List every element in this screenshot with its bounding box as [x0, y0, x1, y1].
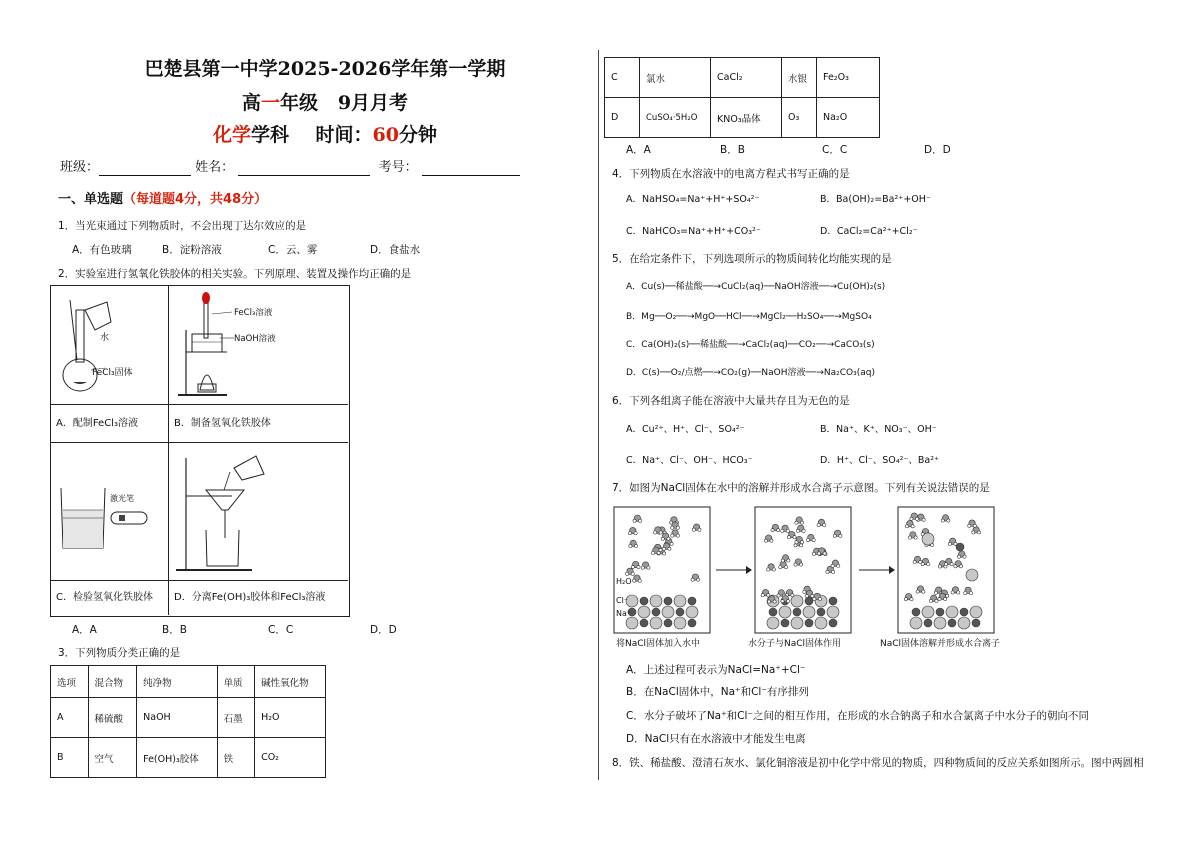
grade-title: 高一年级 9月月考: [241, 92, 409, 114]
water-h-atom: [676, 534, 679, 537]
q5-option-c[interactable]: C．Ca(OH)₂(s)──稀盐酸──→CaCl₂(aq)──CO₂──→CaCO₃(s): [626, 340, 875, 350]
chloride-ion: [674, 617, 686, 629]
water-h-atom: [934, 591, 937, 594]
table-cell: 空气: [88, 738, 137, 778]
chloride-ion: [767, 617, 779, 629]
water-h-atom: [777, 594, 780, 597]
water-h-atom: [637, 565, 640, 568]
label-cl: Cl⁻: [616, 596, 629, 605]
chloride-ion: [662, 606, 674, 618]
q4-option-b[interactable]: B．Ba(OH)₂=Ba²⁺+OH⁻: [820, 194, 931, 205]
q2-cell-c: C．检验氢氧化铁胶体: [56, 592, 153, 603]
q7-option-c[interactable]: C．水分子破坏了Na⁺和Cl⁻之间的相互作用，在形成的水合钠离子和水合氯离子中水分子的朝向不同: [626, 710, 1089, 722]
water-h-atom: [794, 544, 797, 547]
name-field[interactable]: [238, 163, 370, 176]
water-h-atom: [833, 534, 836, 537]
water-h-atom: [800, 541, 803, 544]
water-h-atom: [772, 568, 775, 571]
chloride-ion: [650, 595, 662, 607]
water-h-atom: [817, 523, 820, 526]
q3-stem: 3．下列物质分类正确的是: [58, 647, 181, 659]
water-h-atom: [951, 591, 954, 594]
q1-stem: 1．当光束通过下列物质时，不会出现丁达尔效应的是: [58, 220, 307, 232]
water-h-atom: [812, 538, 815, 541]
q2-cell-b: B．制备氢氧化铁胶体: [174, 418, 271, 429]
table-cell: KNO₃晶体: [711, 98, 782, 138]
chloride-ion: [934, 617, 946, 629]
student-info-line: [60, 160, 520, 176]
water-h-atom: [921, 563, 924, 566]
q2-stem: 2．实验室进行氢氧化铁胶体的相关实验。下列原理、装置及操作均正确的是: [58, 268, 412, 280]
water-h-atom: [784, 566, 787, 569]
water-h-atom: [786, 529, 789, 532]
chloride-ion: [910, 617, 922, 629]
chloride-ion: [946, 606, 958, 618]
water-h-atom: [941, 519, 944, 522]
label-h2o: H₂O: [616, 577, 632, 586]
water-h-atom: [929, 599, 932, 602]
water-h-atom: [786, 600, 789, 603]
water-h-atom: [671, 534, 674, 537]
water-h-atom: [671, 526, 674, 529]
water-h-atom: [938, 597, 941, 600]
water-h-atom: [959, 565, 962, 568]
subject-title: 化学学科 时间：60分钟: [213, 124, 437, 146]
caption-3: NaCl固体溶解并形成水合离子: [880, 639, 1001, 649]
water-h-atom: [691, 578, 694, 581]
water-h-atom: [813, 597, 816, 600]
water-h-atom: [802, 529, 805, 532]
water-h-atom: [670, 542, 673, 545]
q4-option-c[interactable]: C．NaHCO₃=Na⁺+H⁺+CO₃²⁻: [626, 226, 761, 237]
sodium-ion: [640, 619, 648, 627]
table-cell: O₃: [782, 98, 817, 138]
table-cell: 水银: [782, 58, 817, 98]
table-row: [51, 698, 326, 738]
water-h-atom: [817, 552, 820, 555]
water-h-atom: [954, 565, 957, 568]
chloride-ion: [791, 617, 803, 629]
sodium-ion: [960, 608, 968, 616]
table-cell: C: [605, 58, 640, 98]
water-h-atom: [629, 544, 632, 547]
q1-option-c[interactable]: C．云、雾: [268, 244, 318, 256]
water-h-atom: [913, 560, 916, 563]
q2-option-c[interactable]: C．C: [268, 624, 294, 636]
water-h-atom: [915, 517, 918, 520]
sodium-ion: [769, 608, 777, 616]
water-h-atom: [653, 531, 656, 534]
table-cell: 稀硫酸: [88, 698, 137, 738]
chloride-ion: [815, 617, 827, 629]
water-h-atom: [916, 590, 919, 593]
water-h-atom: [977, 531, 980, 534]
sodium-ion: [688, 619, 696, 627]
water-h-atom: [922, 590, 925, 593]
chloride-ion: [674, 595, 686, 607]
flask-diagram: [55, 290, 165, 400]
water-h-atom: [837, 564, 840, 567]
water-h-atom: [944, 597, 947, 600]
q5-option-d[interactable]: D．C(s)──O₂/点燃──→CO₂(g)──NaOH溶液──→Na₂CO₃(aq): [626, 368, 875, 378]
chloride-ion: [922, 606, 934, 618]
water-h-atom: [771, 529, 774, 532]
water-h-atom: [777, 529, 780, 532]
water-h-atom: [634, 532, 637, 535]
q6-option-a[interactable]: A．Cu²⁺、H⁺、Cl⁻、SO₄²⁻: [626, 424, 745, 435]
table-row: [605, 98, 880, 138]
water-h-atom: [922, 518, 925, 521]
water-h-atom: [800, 521, 803, 524]
water-h-atom: [787, 536, 790, 539]
table-cell: D: [605, 98, 640, 138]
water-h-atom: [761, 594, 764, 597]
water-h-atom: [794, 563, 797, 566]
water-h-atom: [631, 565, 634, 568]
chloride-ion: [922, 533, 934, 545]
chloride-ion: [638, 606, 650, 618]
water-h-atom: [948, 542, 951, 545]
sodium-ion: [640, 597, 648, 605]
water-h-atom: [631, 572, 634, 575]
q3-option-b[interactable]: B．B: [720, 144, 745, 156]
water-h-atom: [935, 599, 938, 602]
water-h-atom: [767, 600, 770, 603]
sodium-ion: [793, 608, 801, 616]
number-label: 考号：: [378, 160, 418, 175]
q2-cell-d: D．分离Fe(OH)₃胶体和FeCl₃溶液: [174, 592, 326, 603]
q3-option-a[interactable]: A．A: [626, 144, 651, 156]
water-h-atom: [795, 521, 798, 524]
school-title: 巴楚县第一中学2025-2026学年第一学期: [144, 58, 506, 80]
table-cell: Fe(OH)₃胶体: [137, 738, 217, 778]
chloride-ion: [626, 617, 638, 629]
sodium-ion: [956, 543, 964, 551]
table-cell: 铁: [217, 738, 255, 778]
table-row: [605, 58, 880, 98]
q6-option-c[interactable]: C．Na⁺、Cl⁻、OH⁻、HCO₃⁻: [626, 455, 753, 466]
sodium-ion: [817, 608, 825, 616]
section-heading: 一、单选题（每道题4分，共48分）: [58, 192, 268, 207]
water-h-atom: [831, 564, 834, 567]
water-h-atom: [767, 568, 770, 571]
table-cell: 氯水: [640, 58, 711, 98]
label-fecl3-solid: FeCl₃固体: [92, 368, 133, 378]
table-cell: Fe₂O₃: [817, 58, 880, 98]
water-h-atom: [944, 563, 947, 566]
water-h-atom: [698, 528, 701, 531]
sodium-ion: [924, 619, 932, 627]
table-cell: Na₂O: [817, 98, 880, 138]
water-h-atom: [806, 538, 809, 541]
table-cell: CO₂: [255, 738, 326, 778]
chloride-ion: [686, 606, 698, 618]
table-cell: B: [51, 738, 89, 778]
water-h-atom: [697, 578, 700, 581]
water-h-atom: [839, 534, 842, 537]
water-h-atom: [969, 591, 972, 594]
q2-cell-a: A．配制FeCl₃溶液: [56, 418, 138, 429]
label-naoh-solution: NaOH溶液: [234, 334, 276, 344]
q4-option-a[interactable]: A．NaHSO₄=Na⁺+H⁺+SO₄²⁻: [626, 194, 760, 205]
chloride-ion: [803, 606, 815, 618]
water-h-atom: [818, 597, 821, 600]
water-h-atom: [667, 537, 670, 540]
table-cell: A: [51, 698, 89, 738]
chloride-ion: [779, 606, 791, 618]
q2-option-b[interactable]: B．B: [162, 624, 187, 636]
q2-option-a[interactable]: A．A: [72, 624, 97, 636]
table-cell: NaOH: [137, 698, 217, 738]
q3-option-c[interactable]: C．C: [822, 144, 848, 156]
water-h-atom: [911, 525, 914, 528]
water-h-atom: [947, 519, 950, 522]
water-h-atom: [781, 559, 784, 562]
q5-option-a[interactable]: A．Cu(s)──稀盐酸──→CuCl₂(aq)──NaOH溶液──→Cu(OH)₂(s): [626, 282, 886, 292]
table-cell: CuSO₄·5H₂O: [640, 98, 711, 138]
sodium-ion: [781, 619, 789, 627]
water-h-atom: [910, 517, 913, 520]
q1-option-a[interactable]: A．有色玻璃: [72, 244, 132, 256]
water-h-atom: [946, 594, 949, 597]
name-label: 姓名：: [195, 160, 235, 175]
chloride-ion: [650, 617, 662, 629]
water-h-atom: [793, 536, 796, 539]
q6-stem: 6．下列各组离子能在溶液中大量共存且为无色的是: [612, 395, 850, 407]
q7-stem: 7．如图为NaCl固体在水中的溶解并形成水合离子示意图。下列有关说法错误的是: [612, 482, 990, 494]
water-h-atom: [831, 570, 834, 573]
water-h-atom: [657, 551, 660, 554]
heating-diagram: [172, 290, 347, 400]
filtration-diagram: [172, 448, 347, 576]
water-h-atom: [957, 591, 960, 594]
q7-option-a[interactable]: A．上述过程可表示为NaCl=Na⁺+Cl⁻: [626, 664, 806, 676]
water-h-atom: [633, 519, 636, 522]
water-h-atom: [823, 523, 826, 526]
water-h-atom: [905, 525, 908, 528]
sodium-ion: [664, 597, 672, 605]
water-h-atom: [963, 555, 966, 558]
water-h-atom: [800, 563, 803, 566]
q3-table-part2: [604, 57, 880, 138]
water-h-atom: [791, 594, 794, 597]
sodium-ion: [805, 597, 813, 605]
sodium-ion: [936, 608, 944, 616]
table-cell: CaCl₂: [711, 58, 782, 98]
water-h-atom: [641, 566, 644, 569]
water-h-atom: [803, 590, 806, 593]
table-header: 选项: [51, 666, 89, 698]
q1-option-b[interactable]: B．淀粉溶液: [162, 244, 222, 256]
table-cell: H₂O: [255, 698, 326, 738]
water-h-atom: [638, 579, 641, 582]
water-h-atom: [692, 528, 695, 531]
q6-option-b[interactable]: B．Na⁺、K⁺、NO₃⁻、OH⁻: [820, 424, 937, 435]
water-h-atom: [972, 531, 975, 534]
number-field[interactable]: [422, 163, 520, 176]
water-h-atom: [973, 524, 976, 527]
water-h-atom: [787, 559, 790, 562]
chloride-ion: [970, 606, 982, 618]
tyndall-diagram: [55, 448, 165, 576]
sodium-ion: [664, 619, 672, 627]
table-header: 混合物: [88, 666, 137, 698]
q7-option-b[interactable]: B．在NaCl固体中，Na⁺和Cl⁻有序排列: [626, 686, 809, 698]
sodium-ion: [805, 619, 813, 627]
q5-stem: 5．在给定条件下，下列选项所示的物质间转化均能实现的是: [612, 253, 892, 265]
sodium-ion: [829, 597, 837, 605]
q6-option-d[interactable]: D．H⁺、Cl⁻、SO₄²⁻、Ba²⁺: [820, 455, 940, 466]
q3-option-d[interactable]: D．D: [924, 144, 951, 156]
chloride-ion: [958, 617, 970, 629]
column-divider: [598, 50, 599, 780]
sodium-ion: [912, 608, 920, 616]
class-field[interactable]: [99, 163, 191, 176]
sodium-ion: [972, 619, 980, 627]
water-h-atom: [938, 565, 941, 568]
nacl-dissolution-diagram: [612, 505, 1012, 637]
water-h-atom: [770, 539, 773, 542]
table-row: [51, 738, 326, 778]
water-h-atom: [927, 563, 930, 566]
water-h-atom: [908, 536, 911, 539]
water-h-atom: [823, 552, 826, 555]
caption-2: 水分子与NaCl固体作用: [748, 639, 842, 649]
q5-option-b[interactable]: B．Mg──O₂──→MgO──HCl──→MgCl₂──H₂SO₄──→MgSO₄: [626, 312, 872, 322]
label-laser: 激光笔: [110, 494, 134, 503]
label-water: 水: [100, 333, 110, 343]
table-header: 单质: [217, 666, 255, 698]
sodium-ion: [829, 619, 837, 627]
water-h-atom: [779, 566, 782, 569]
water-h-atom: [634, 544, 637, 547]
water-h-atom: [826, 570, 829, 573]
caption-1: 将NaCl固体加入水中: [616, 639, 701, 649]
water-h-atom: [800, 544, 803, 547]
table-header: 纯净物: [137, 666, 217, 698]
water-h-atom: [628, 532, 631, 535]
q3-table-part1: [50, 665, 326, 778]
chloride-ion: [966, 569, 978, 581]
water-h-atom: [626, 572, 629, 575]
water-h-atom: [910, 598, 913, 601]
water-h-atom: [811, 594, 814, 597]
water-h-atom: [647, 566, 650, 569]
chloride-ion: [827, 606, 839, 618]
label-na: Na⁺: [616, 609, 632, 618]
sodium-ion: [948, 619, 956, 627]
water-h-atom: [795, 541, 798, 544]
label-fecl3-solution: FeCl₃溶液: [234, 308, 273, 318]
water-h-atom: [764, 539, 767, 542]
q1-option-d[interactable]: D．食盐水: [370, 244, 421, 256]
water-h-atom: [633, 579, 636, 582]
water-h-atom: [950, 563, 953, 566]
sodium-ion: [652, 608, 660, 616]
water-h-atom: [668, 547, 671, 550]
water-h-atom: [968, 524, 971, 527]
water-h-atom: [661, 537, 664, 540]
q7-option-d[interactable]: D．NaCl只有在水溶液中才能发生电离: [626, 733, 806, 745]
water-h-atom: [781, 529, 784, 532]
water-h-atom: [651, 551, 654, 554]
water-h-atom: [964, 591, 967, 594]
q4-stem: 4．下列物质在水溶液中的电离方程式书写正确的是: [612, 168, 850, 180]
water-h-atom: [773, 600, 776, 603]
water-h-atom: [676, 526, 679, 529]
water-h-atom: [781, 600, 784, 603]
water-h-atom: [662, 552, 665, 555]
water-h-atom: [659, 531, 662, 534]
water-h-atom: [662, 547, 665, 550]
q8-stem: 8．铁、稀盐酸、澄清石灰水、氯化铜溶液是初中化学中常见的物质，四种物质间的反应关系如图所示。图中两圆相: [612, 757, 1144, 769]
water-h-atom: [639, 519, 642, 522]
class-label: 班级：: [60, 160, 100, 175]
sodium-ion: [676, 608, 684, 616]
water-h-atom: [904, 598, 907, 601]
water-h-atom: [796, 529, 799, 532]
q4-option-d[interactable]: D．CaCl₂=Ca²⁺+Cl₂⁻: [820, 226, 918, 237]
water-h-atom: [914, 536, 917, 539]
table-header: 碱性氧化物: [255, 666, 326, 698]
q2-option-d[interactable]: D．D: [370, 624, 397, 636]
sodium-ion: [688, 597, 696, 605]
water-h-atom: [805, 594, 808, 597]
water-h-atom: [812, 552, 815, 555]
water-h-atom: [957, 555, 960, 558]
table-cell: 石墨: [217, 698, 255, 738]
